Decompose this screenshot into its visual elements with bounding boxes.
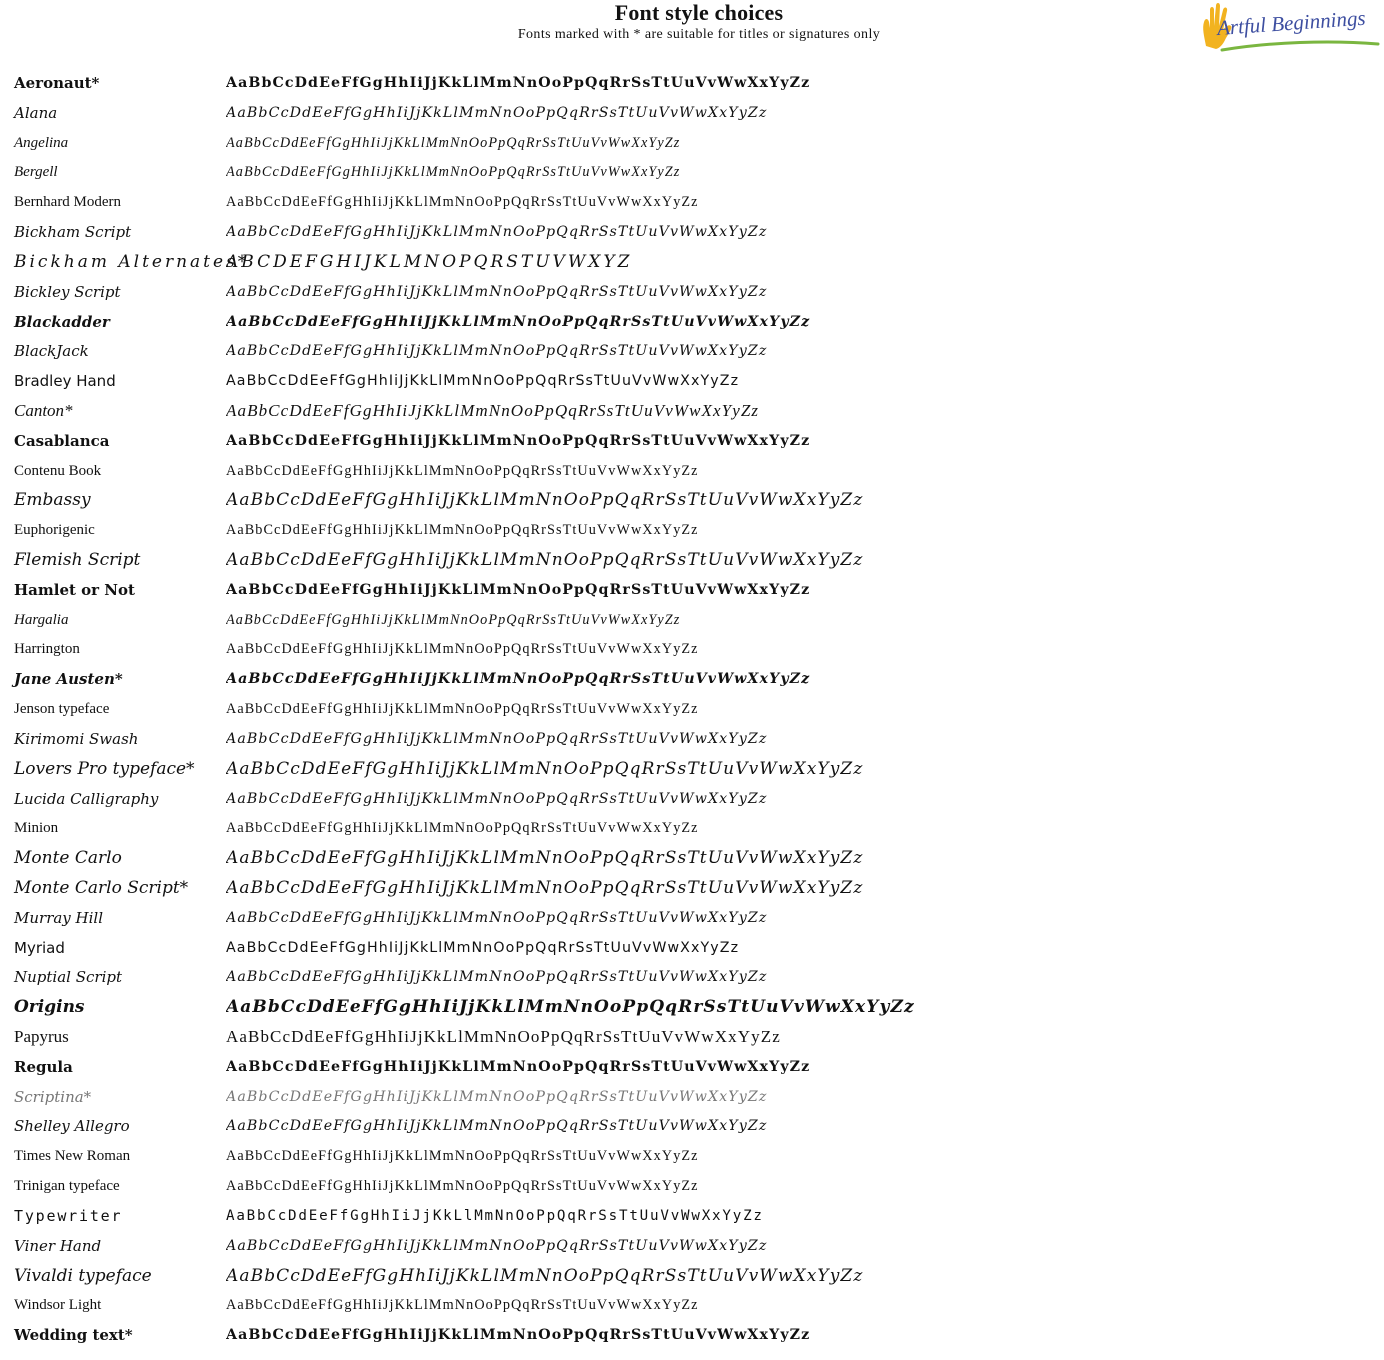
font-sample: AaBbCcDdEeFfGgHhIiJjKkLlMmNnOoPpQqRrSsTtUuVvWwXxYyZz (226, 758, 864, 779)
font-sample: AaBbCcDdEeFfGgHhIiJjKkLlMmNnOoPpQqRrSsTtUuVvWwXxYyZz (226, 522, 699, 539)
font-sample: AaBbCcDdEeFfGgHhIiJjKkLlMmNnOoPpQqRrSsTtUuVvWwXxYyZz (226, 848, 864, 869)
font-sample: ABCDEFGHIJKLMNOPQRSTUVWXYZ (226, 251, 633, 272)
font-name: Scriptina* (14, 1087, 92, 1106)
font-name: Windsor Light (14, 1297, 102, 1314)
font-name: Shelley Allegro (14, 1117, 130, 1136)
font-row (0, 366, 1384, 396)
font-name: Hamlet or Not (14, 580, 135, 599)
font-row (0, 157, 1384, 187)
font-sample: AaBbCcDdEeFfGgHhIiJjKkLlMmNnOoPpQqRrSsTtUuVvWwXxYyZz (226, 790, 768, 807)
font-sample: AaBbCcDdEeFfGgHhIiJjKkLlMmNnOoPpQqRrSsTtUuVvWwXxYyZz (226, 939, 740, 956)
font-sample: AaBbCcDdEeFfGgHhIiJjKkLlMmNnOoPpQqRrSsTtUuVvWwXxYyZz (226, 1027, 781, 1046)
font-name: Lovers Pro typeface* (14, 758, 195, 779)
font-sample: AaBbCcDdEeFfGgHhIiJjKkLlMmNnOoPpQqRrSsTtUuVvWwXxYyZz (226, 1088, 768, 1105)
font-name: Myriad (14, 938, 65, 957)
font-sample: AaBbCcDdEeFfGgHhIiJjKkLlMmNnOoPpQqRrSsTtUuVvWwXxYyZz (226, 490, 864, 511)
font-row (0, 1171, 1384, 1201)
font-sample: AaBbCcDdEeFfGgHhIiJjKkLlMmNnOoPpQqRrSsTtUuVvWwXxYyZz (226, 164, 681, 181)
font-name: Minion (14, 820, 59, 837)
font-row (0, 933, 1384, 963)
font-row (0, 1022, 1384, 1052)
font-sample: AaBbCcDdEeFfGgHhIiJjKkLlMmNnOoPpQqRrSsTtUuVvWwXxYyZz (226, 432, 811, 449)
page-subtitle: Fonts marked with * are suitable for titles or signatures only (517, 27, 881, 42)
font-name: Papyrus (14, 1027, 69, 1046)
font-name: Jane Austen* (14, 670, 123, 689)
font-name: Flemish Script (14, 550, 141, 570)
page-title: Font style choices (614, 0, 784, 25)
font-sample: AaBbCcDdEeFfGgHhIiJjKkLlMmNnOoPpQqRrSsTtUuVvWwXxYyZz (226, 134, 681, 151)
font-name: Alana (14, 103, 58, 122)
page-header (0, 0, 1384, 62)
font-sample: AaBbCcDdEeFfGgHhIiJjKkLlMmNnOoPpQqRrSsTtUuVvWwXxYyZz (226, 462, 699, 479)
font-sample: AaBbCcDdEeFfGgHhIiJjKkLlMmNnOoPpQqRrSsTtUuVvWwXxYyZz (226, 1118, 768, 1135)
font-row (0, 426, 1384, 456)
font-row (0, 694, 1384, 724)
font-sample: AaBbCcDdEeFfGgHhIiJjKkLlMmNnOoPpQqRrSsTtUuVvWwXxYyZz (226, 641, 699, 658)
font-row (0, 575, 1384, 605)
font-row (0, 903, 1384, 933)
font-row (0, 336, 1384, 366)
font-name: Viner Hand (14, 1236, 102, 1255)
font-name: Bickham Alternates* (14, 251, 250, 272)
font-name: Monte Carlo (14, 848, 122, 869)
font-sample: AaBbCcDdEeFfGgHhIiJjKkLlMmNnOoPpQqRrSsTtUuVvWwXxYyZz (226, 1265, 864, 1286)
font-row (0, 813, 1384, 843)
font-row (0, 1290, 1384, 1320)
font-row (0, 1231, 1384, 1261)
font-sample: AaBbCcDdEeFfGgHhIiJjKkLlMmNnOoPpQqRrSsTtUuVvWwXxYyZz (226, 997, 915, 1018)
font-row (0, 843, 1384, 873)
font-row (0, 545, 1384, 575)
font-name: Contenu Book (14, 462, 102, 479)
font-sample: AaBbCcDdEeFfGgHhIiJjKkLlMmNnOoPpQqRrSsTtUuVvWwXxYyZz (226, 194, 699, 211)
font-sample: AaBbCcDdEeFfGgHhIiJjKkLlMmNnOoPpQqRrSsTtUuVvWwXxYyZz (226, 283, 768, 300)
font-row (0, 992, 1384, 1022)
font-sample: AaBbCcDdEeFfGgHhIiJjKkLlMmNnOoPpQqRrSsTtUuVvWwXxYyZz (226, 730, 768, 747)
font-sample: AaBbCcDdEeFfGgHhIiJjKkLlMmNnOoPpQqRrSsTtUuVvWwXxYyZz (226, 611, 681, 628)
font-name: Trinigan typeface (14, 1178, 120, 1195)
font-row (0, 68, 1384, 98)
font-row (0, 754, 1384, 784)
font-row (0, 396, 1384, 426)
font-name: Bickham Script (14, 223, 132, 242)
font-name: Canton* (14, 400, 73, 420)
font-name: Jenson typeface (14, 701, 110, 718)
font-sample: AaBbCcDdEeFfGgHhIiJjKkLlMmNnOoPpQqRrSsTtUuVvWwXxYyZz (226, 313, 811, 330)
font-row (0, 1141, 1384, 1171)
font-name: BlackJack (14, 342, 89, 361)
font-row (0, 247, 1384, 277)
font-name: Angelina (14, 134, 69, 151)
font-name: Kirimomi Swash (14, 729, 139, 748)
font-row (0, 962, 1384, 992)
font-name: Murray Hill (14, 908, 104, 927)
font-row (0, 1082, 1384, 1112)
font-name: Bernhard Modern (14, 194, 122, 211)
font-row (0, 664, 1384, 694)
font-name: Wedding text* (14, 1326, 133, 1345)
artful-beginnings-logo (1198, 2, 1382, 56)
font-sample: AaBbCcDdEeFfGgHhIiJjKkLlMmNnOoPpQqRrSsTtUuVvWwXxYyZz (226, 1297, 699, 1314)
font-sample: AaBbCcDdEeFfGgHhIiJjKkLlMmNnOoPpQqRrSsTtUuVvWwXxYyZz (226, 969, 768, 986)
font-sample: AaBbCcDdEeFfGgHhIiJjKkLlMmNnOoPpQqRrSsTtUuVvWwXxYyZz (226, 671, 811, 688)
font-row (0, 98, 1384, 128)
font-row (0, 1320, 1384, 1350)
font-row (0, 456, 1384, 486)
font-sample: AaBbCcDdEeFfGgHhIiJjKkLlMmNnOoPpQqRrSsTtUuVvWwXxYyZz (226, 820, 699, 837)
logo-text: Artful Beginnings (1216, 5, 1367, 41)
font-name: Bradley Hand (14, 372, 116, 391)
font-sample: AaBbCcDdEeFfGgHhIiJjKkLlMmNnOoPpQqRrSsTtUuVvWwXxYyZz (226, 1237, 768, 1254)
font-sample: AaBbCcDdEeFfGgHhIiJjKkLlMmNnOoPpQqRrSsTtUuVvWwXxYyZz (226, 1327, 811, 1344)
font-name: Bergell (14, 164, 58, 181)
font-name: Vivaldi typeface (14, 1265, 152, 1286)
font-name: Origins (14, 997, 85, 1018)
font-row (0, 307, 1384, 337)
font-name: Typewriter (14, 1206, 123, 1225)
font-list (0, 68, 1384, 1350)
font-row (0, 784, 1384, 814)
font-name: Casablanca (14, 431, 110, 450)
font-row (0, 217, 1384, 247)
font-name: Aeronaut* (14, 74, 100, 92)
font-row (0, 1052, 1384, 1082)
font-sample: AaBbCcDdEeFfGgHhIiJjKkLlMmNnOoPpQqRrSsTtUuVvWwXxYyZz (226, 909, 768, 926)
font-name: Lucida Calligraphy (14, 789, 159, 808)
font-sample: AaBbCcDdEeFfGgHhIiJjKkLlMmNnOoPpQqRrSsTtUuVvWwXxYyZz (226, 701, 699, 718)
font-sample: AaBbCcDdEeFfGgHhIiJjKkLlMmNnOoPpQqRrSsTtUuVvWwXxYyZz (226, 400, 760, 420)
font-name: Bickley Script (14, 282, 121, 301)
font-sample: AaBbCcDdEeFfGgHhIiJjKkLlMmNnOoPpQqRrSsTtUuVvWwXxYyZz (226, 373, 740, 390)
font-row (0, 128, 1384, 158)
font-name: Harrington (14, 641, 80, 658)
font-sample: AaBbCcDdEeFfGgHhIiJjKkLlMmNnOoPpQqRrSsTtUuVvWwXxYyZz (226, 550, 864, 570)
font-row (0, 277, 1384, 307)
logo-underline (1220, 36, 1380, 56)
font-sample: AaBbCcDdEeFfGgHhIiJjKkLlMmNnOoPpQqRrSsTtUuVvWwXxYyZz (226, 1148, 699, 1165)
font-name: Monte Carlo Script* (14, 877, 189, 898)
font-name: Times New Roman (14, 1148, 131, 1165)
font-sample: AaBbCcDdEeFfGgHhIiJjKkLlMmNnOoPpQqRrSsTtUuVvWwXxYyZz (226, 104, 768, 121)
font-row (0, 515, 1384, 545)
font-row (0, 724, 1384, 754)
font-row (0, 1111, 1384, 1141)
font-name: Blackadder (14, 312, 110, 331)
font-sample: AaBbCcDdEeFfGgHhIiJjKkLlMmNnOoPpQqRrSsTtUuVvWwXxYyZz (226, 1178, 699, 1195)
font-row (0, 187, 1384, 217)
font-name: Embassy (14, 490, 91, 511)
font-name: Hargalia (14, 611, 69, 628)
font-sample: AaBbCcDdEeFfGgHhIiJjKkLlMmNnOoPpQqRrSsTtUuVvWwXxYyZz (226, 75, 811, 91)
font-sample: AaBbCcDdEeFfGgHhIiJjKkLlMmNnOoPpQqRrSsTtUuVvWwXxYyZz (226, 1207, 764, 1224)
font-row (0, 1201, 1384, 1231)
font-name: Regula (14, 1057, 73, 1076)
font-sample: AaBbCcDdEeFfGgHhIiJjKkLlMmNnOoPpQqRrSsTtUuVvWwXxYyZz (226, 224, 768, 241)
font-sample: AaBbCcDdEeFfGgHhIiJjKkLlMmNnOoPpQqRrSsTtUuVvWwXxYyZz (226, 877, 864, 898)
font-row (0, 634, 1384, 664)
font-row (0, 605, 1384, 635)
font-name: Nuptial Script (14, 968, 122, 987)
font-row (0, 485, 1384, 515)
font-sample: AaBbCcDdEeFfGgHhIiJjKkLlMmNnOoPpQqRrSsTtUuVvWwXxYyZz (226, 1058, 811, 1075)
font-sample: AaBbCcDdEeFfGgHhIiJjKkLlMmNnOoPpQqRrSsTtUuVvWwXxYyZz (226, 581, 811, 598)
font-row (0, 873, 1384, 903)
font-name: Euphorigenic (14, 522, 95, 539)
font-row (0, 1261, 1384, 1291)
font-sample: AaBbCcDdEeFfGgHhIiJjKkLlMmNnOoPpQqRrSsTtUuVvWwXxYyZz (226, 343, 768, 360)
